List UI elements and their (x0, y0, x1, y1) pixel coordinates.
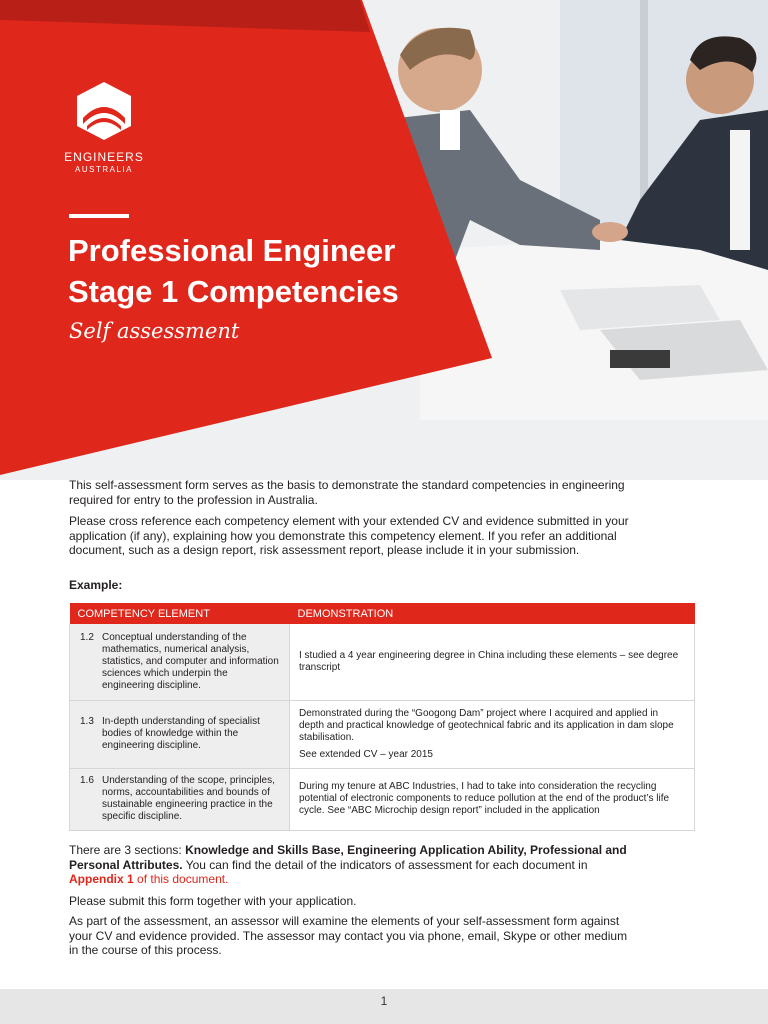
title-line-1: Professional Engineer (68, 233, 396, 268)
element-text: In-depth understanding of specialist bodies of knowledge within the engineering discipline. (102, 716, 260, 751)
intro-paragraph-2: Please cross reference each competency element with your extended CV and evidence submitted in your application (if any), explaining how you demonstrate this competency element. If you refer an additional document, such as a design report, risk assessment report, please include it in your submission. (69, 514, 629, 557)
table-row (70, 700, 695, 768)
element-number: 1.3 (80, 716, 94, 727)
example-label: Example: (69, 578, 123, 592)
submit-paragraph: Please submit this form together with your application. (69, 894, 357, 908)
demonstration-cell (290, 624, 695, 700)
sections-paragraph (69, 843, 629, 887)
demonstration-text: During my tenure at ABC Industries, I had to take into consideration the recycling potential of electronic components to reduce pollution at the end of the product’s life cycle. See “ABC Microchip design report” included in the application (299, 781, 670, 816)
logo-subname: AUSTRALIA (75, 165, 133, 174)
page-footer (0, 989, 768, 1024)
demonstration-text: I studied a 4 year engineering degree in China including these elements – see degree transcript (299, 649, 679, 673)
title-rule (69, 214, 129, 218)
header-demonstration: DEMONSTRATION (290, 603, 695, 624)
title-line-2: Stage 1 Competencies (68, 274, 399, 309)
sections-intro: There are 3 sections: (69, 843, 186, 857)
element-text: Conceptual understanding of the mathematics, numerical analysis, statistics, and computer and information sciences which underpin the engineering discipline. (102, 631, 279, 691)
element-text: Understanding of the scope, principles, norms, accountabilities and bounds of sustainable engineering practice in the specific discipline. (102, 775, 275, 822)
assessment-paragraph: As part of the assessment, an assessor will examine the elements of your self-assessment form against your CV and evidence provided. The assessor may contact you via phone, email, Skype or other medium in the course of this process. (69, 914, 628, 957)
appendix-link[interactable]: Appendix 1 (69, 872, 134, 886)
page-number: 1 (380, 994, 388, 1008)
competency-element-cell (70, 624, 290, 700)
table-header-row (70, 603, 695, 624)
hero-banner (0, 0, 768, 480)
intro-paragraph-1: This self-assessment form serves as the basis to demonstrate the standard competencies in engineering required for entry to the profession in Australia. (69, 478, 625, 507)
page-title (68, 230, 399, 312)
table-row (70, 624, 695, 700)
demonstration-reference: See extended CV – year 2015 (299, 748, 433, 760)
sections-list: Knowledge and Skills Base, Engineering Application Ability, Professional and Personal Attributes. (69, 843, 627, 872)
element-number: 1.2 (80, 631, 94, 643)
logo-hexagon-icon (73, 80, 135, 144)
demonstration-text: Demonstrated during the “Googong Dam” project where I acquired and applied in depth and practical knowledge of geotechnical fabric and its application in dam slope stabilisation. (299, 707, 674, 743)
header-competency-element: COMPETENCY ELEMENT (70, 603, 290, 624)
element-number: 1.6 (80, 775, 94, 786)
demonstration-cell (290, 700, 695, 768)
competency-element-cell (70, 700, 290, 768)
page-subtitle: Self assessment (69, 319, 240, 343)
demonstration-cell (290, 768, 695, 830)
table-row (70, 768, 695, 830)
sections-detail: You can find the detail of the indicators of assessment for each document in (182, 857, 588, 872)
competency-table (69, 603, 695, 831)
competency-element-cell (70, 768, 290, 830)
engineers-australia-logo (62, 80, 146, 174)
logo-name: ENGINEERS (64, 150, 144, 164)
appendix-link-rest[interactable]: of this document. (133, 872, 229, 886)
